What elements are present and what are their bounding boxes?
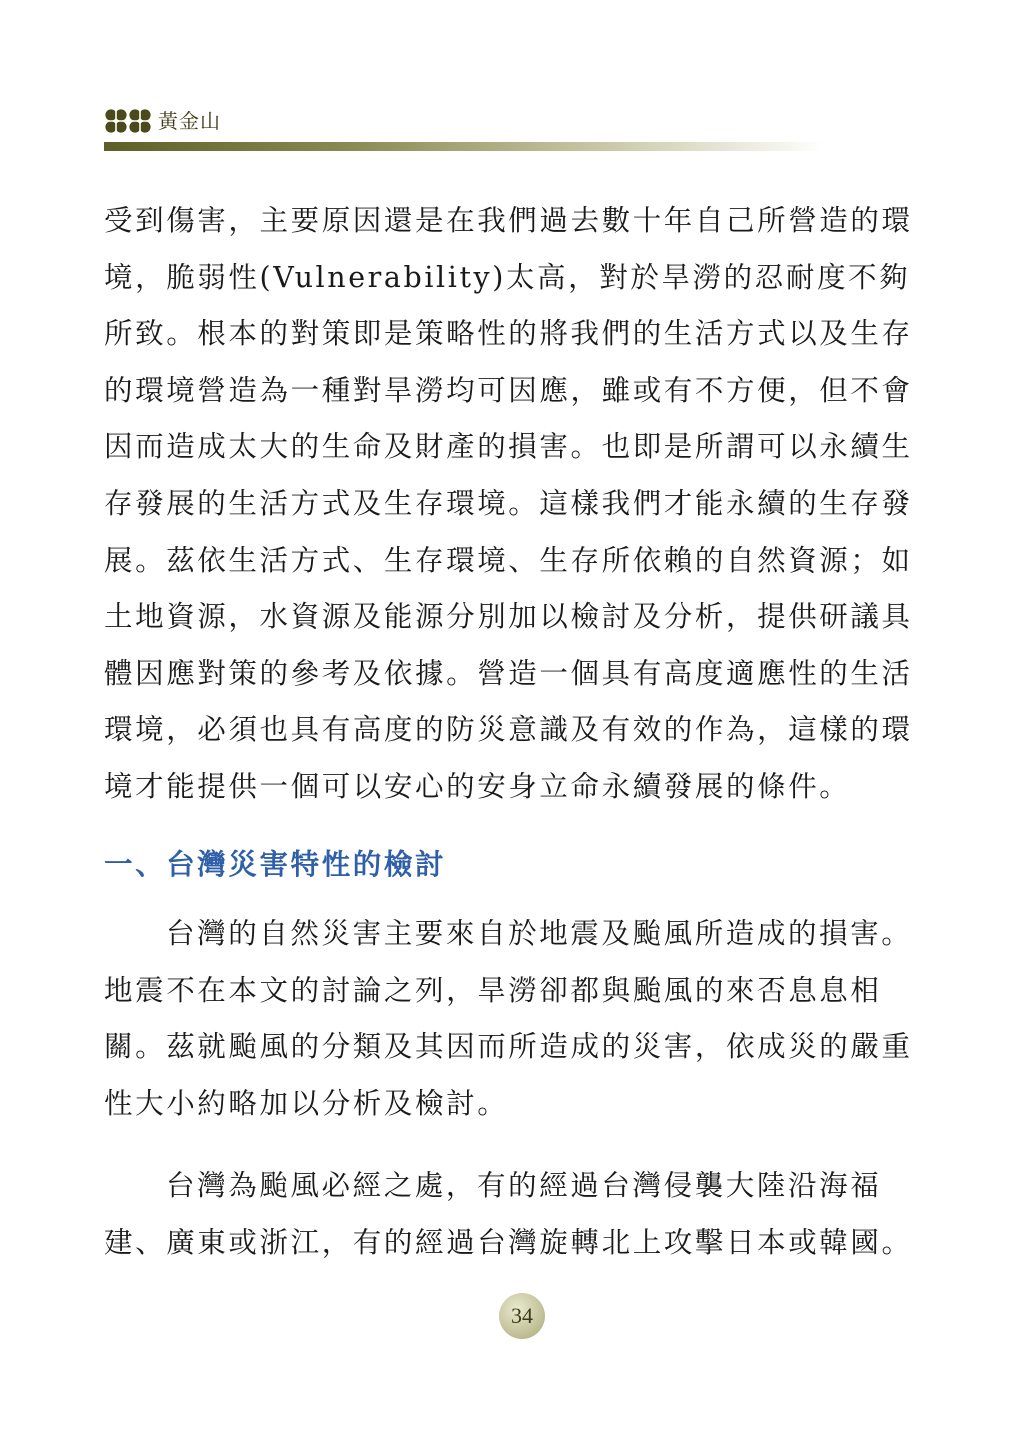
text-line: 體因應對策的參考及依據。營造一個具有高度適應性的生活 — [104, 656, 913, 690]
section-heading: 一、台灣災害特性的檢討 — [104, 847, 447, 881]
text-line: 因而造成太大的生命及財產的損害。也即是所謂可以永續生 — [104, 430, 913, 464]
text-line: 存發展的生活方式及生存環境。這樣我們才能永續的生存發 — [104, 486, 913, 520]
header-divider — [104, 142, 824, 151]
text-line: 境才能提供一個可以安心的安身立命永續發展的條件。 — [104, 769, 851, 803]
text-line: 土地資源，水資源及能源分別加以檢討及分析，提供研議具 — [104, 600, 913, 634]
text-line: 地震不在本文的討論之列，旱澇卻都與颱風的來否息息相 — [104, 973, 882, 1007]
text-line: 台灣的自然災害主要來自於地震及颱風所造成的損害。 — [166, 917, 913, 950]
body-paragraph-2 — [104, 906, 924, 1132]
header-title: 黃金山 — [158, 109, 221, 133]
clover-logo-icon — [104, 108, 154, 134]
text-line: 的環境營造為一種對旱澇均可因應，雖或有不方便，但不會 — [104, 373, 913, 407]
body-paragraph-3 — [104, 1158, 924, 1271]
text-line: 建、廣東或浙江，有的經過台灣旋轉北上攻擊日本或韓國。 — [104, 1225, 913, 1259]
body-paragraph-1 — [104, 193, 924, 816]
text-line: 受到傷害，主要原因還是在我們過去數十年自己所營造的環 — [104, 204, 913, 237]
page-header — [104, 104, 824, 154]
text-line: 關。茲就颱風的分類及其因而所造成的災害，依成災的嚴重 — [104, 1030, 913, 1064]
text-line: 性大小約略加以分析及檢討。 — [104, 1086, 509, 1120]
text-line: 所致。根本的對策即是策略性的將我們的生活方式以及生存 — [104, 317, 913, 351]
text-line: 展。茲依生活方式、生存環境、生存所依賴的自然資源；如 — [104, 543, 913, 577]
text-line: 環境，必須也具有高度的防災意識及有效的作為，這樣的環 — [104, 713, 913, 747]
page-number-badge — [499, 1293, 545, 1339]
text-line: 境，脆弱性(Vulnerability)太高，對於旱澇的忍耐度不夠 — [104, 260, 911, 294]
text-line: 台灣為颱風必經之處，有的經過台灣侵襲大陸沿海福 — [166, 1169, 882, 1202]
page-number: 34 — [511, 1303, 533, 1328]
